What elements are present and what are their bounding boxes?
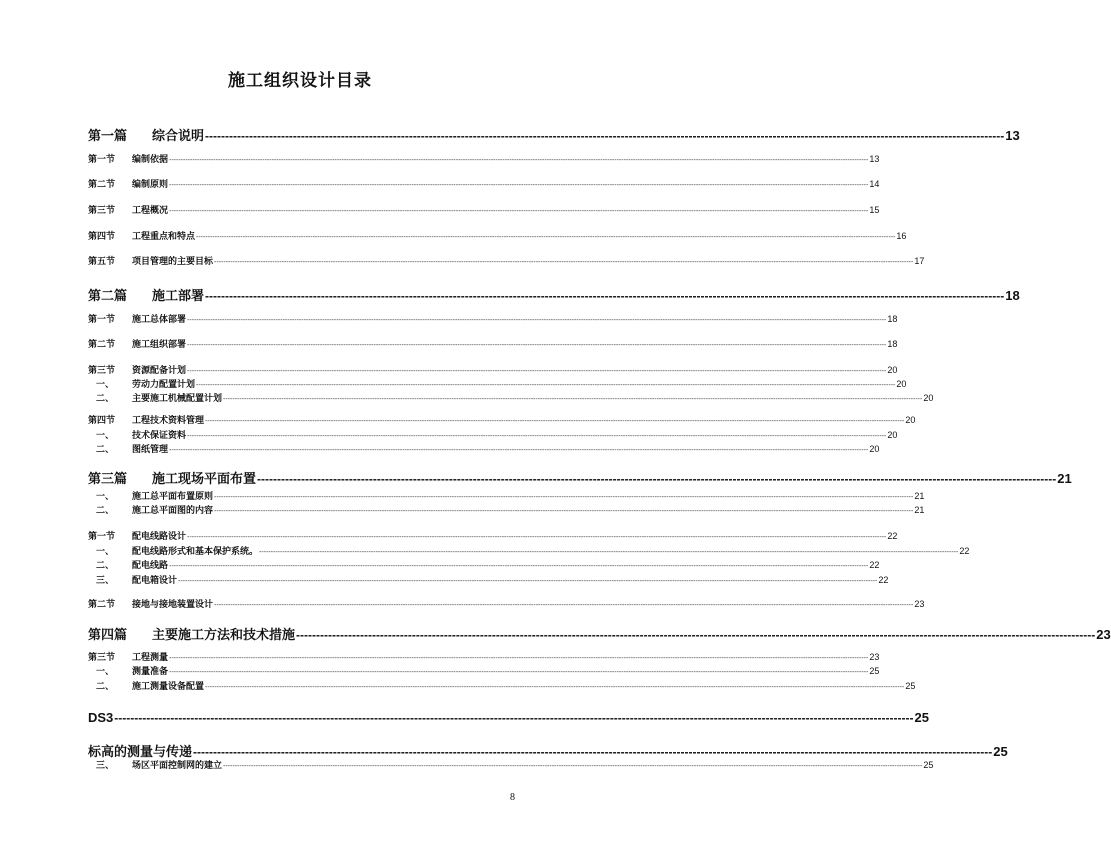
toc-dot-leader: ------------------------------------------------------------------------------------------------------------------------------------------------------------------------------------------------------------------------------------------------------------------------------------------------------------	[205, 684, 905, 691]
toc-entry-number: 第四节	[88, 232, 116, 242]
toc-entry-page: 21	[914, 505, 925, 515]
toc-entry-title: 测量准备	[132, 667, 169, 677]
toc-entry-title: 劳动力配置计划	[132, 380, 196, 390]
toc-entry[interactable]	[88, 391, 934, 404]
toc-entry-title: 施工总平面图的内容	[132, 506, 214, 516]
toc-entry-page: 20	[887, 365, 898, 375]
toc-entry-number: 二、	[96, 394, 115, 404]
toc-entry[interactable]	[88, 152, 880, 165]
toc-dot-leader: ------------------------------------------------------------------------------------------------------------------------------------------------------------------------------------------------------------------------------------------------------------------------------------------------------------	[169, 447, 869, 454]
toc-dot-leader: --------------------------------------------------------------------------------------------------------------------------------------------------------------------------------------------------------	[205, 289, 1005, 303]
toc-entry[interactable]	[88, 177, 880, 190]
toc-entry[interactable]	[88, 664, 880, 677]
toc-entry-number: 第三节	[88, 366, 116, 376]
toc-entry-page: 22	[959, 546, 970, 556]
toc-entry-number: 二、	[96, 506, 115, 516]
toc-entry-number: 第五节	[88, 257, 116, 267]
toc-dot-leader: ------------------------------------------------------------------------------------------------------------------------------------------------------------------------------------------------------------------------------------------------------------------------------------------------------------	[169, 182, 869, 189]
toc-dot-leader: --------------------------------------------------------------------------------------------------------------------------------------------------------------------------------------------------------	[205, 129, 1005, 143]
toc-entry[interactable]	[88, 413, 916, 426]
toc-entry-page: 20	[905, 415, 916, 425]
toc-entry-number: 第四篇	[88, 628, 128, 643]
toc-entry[interactable]	[88, 337, 898, 350]
toc-entry-title: 配电线路形式和基本保护系统。	[132, 547, 259, 557]
toc-entry-title: 配电线路设计	[132, 532, 187, 542]
toc-entry[interactable]	[88, 624, 1111, 643]
toc-entry-page: 25	[869, 666, 880, 676]
toc-dot-leader: ------------------------------------------------------------------------------------------------------------------------------------------------------------------------------------------------------------------------------------------------------------------------------------------------------------	[187, 368, 887, 375]
toc-entry-number: 第三节	[88, 206, 116, 216]
toc-entry-title: DS3	[88, 710, 114, 725]
toc-entry[interactable]	[88, 125, 1020, 144]
toc-dot-leader: ------------------------------------------------------------------------------------------------------------------------------------------------------------------------------------------------------------------------------------------------------------------------------------------------------------	[214, 259, 914, 266]
toc-entry-page: 25	[923, 760, 934, 770]
toc-entry[interactable]	[88, 710, 929, 725]
toc-dot-leader: --------------------------------------------------------------------------------------------------------------------------------------------------------------------------------------------------------	[114, 711, 914, 725]
toc-entry[interactable]	[88, 428, 898, 441]
toc-entry-page: 20	[887, 430, 898, 440]
toc-dot-leader: ------------------------------------------------------------------------------------------------------------------------------------------------------------------------------------------------------------------------------------------------------------------------------------------------------------	[187, 534, 887, 541]
toc-dot-leader: ------------------------------------------------------------------------------------------------------------------------------------------------------------------------------------------------------------------------------------------------------------------------------------------------------------	[187, 433, 887, 440]
toc-entry-title: 综合说明	[152, 129, 205, 144]
toc-entry-title: 配电线路	[132, 561, 169, 571]
toc-entry-page: 23	[1096, 627, 1111, 642]
toc-entry-number: 一、	[96, 492, 115, 502]
toc-entry-title: 施工组织部署	[132, 340, 187, 350]
toc-entry-page: 20	[896, 379, 907, 389]
toc-entry[interactable]	[88, 229, 907, 242]
toc-dot-leader: ------------------------------------------------------------------------------------------------------------------------------------------------------------------------------------------------------------------------------------------------------------------------------------------------------------	[196, 234, 896, 241]
toc-entry-number: 第三篇	[88, 472, 128, 487]
toc-entry[interactable]	[88, 758, 934, 771]
toc-entry-title: 资源配备计划	[132, 366, 187, 376]
toc-entry-page: 20	[869, 444, 880, 454]
toc-entry-page: 18	[887, 314, 898, 324]
toc-entry-number: 一、	[96, 667, 115, 677]
toc-entry-title: 施工部署	[152, 289, 205, 304]
toc-entry-number: 第四节	[88, 416, 116, 426]
toc-dot-leader: ------------------------------------------------------------------------------------------------------------------------------------------------------------------------------------------------------------------------------------------------------------------------------------------------------------	[187, 317, 887, 324]
toc-entry-page: 25	[914, 710, 929, 725]
toc-entry-page: 15	[869, 205, 880, 215]
toc-entry-title: 技术保证资料	[132, 431, 187, 441]
toc-entry-title: 工程技术资料管理	[132, 416, 205, 426]
toc-entry-page: 13	[869, 154, 880, 164]
toc-entry-title: 接地与接地装置设计	[132, 600, 214, 610]
toc-dot-leader: ------------------------------------------------------------------------------------------------------------------------------------------------------------------------------------------------------------------------------------------------------------------------------------------------------------	[169, 669, 869, 676]
page-title: 施工组织设计目录	[228, 71, 372, 91]
toc-entry-title: 主要施工机械配置计划	[132, 394, 223, 404]
toc-entry-title: 工程重点和特点	[132, 232, 196, 242]
toc-entry-page: 23	[869, 652, 880, 662]
toc-entry-number: 一、	[96, 431, 115, 441]
toc-entry[interactable]	[88, 503, 925, 516]
toc-entry[interactable]	[88, 679, 916, 692]
toc-entry-page: 14	[869, 179, 880, 189]
toc-entry-number: 三、	[96, 576, 115, 586]
toc-dot-leader: ------------------------------------------------------------------------------------------------------------------------------------------------------------------------------------------------------------------------------------------------------------------------------------------------------------	[214, 508, 914, 515]
toc-entry-number: 第三节	[88, 653, 116, 663]
toc-entry-number: 一、	[96, 380, 115, 390]
toc-entry-page: 21	[1057, 471, 1072, 486]
toc-entry-page: 18	[887, 339, 898, 349]
toc-entry-number: 二、	[96, 561, 115, 571]
toc-dot-leader: ------------------------------------------------------------------------------------------------------------------------------------------------------------------------------------------------------------------------------------------------------------------------------------------------------------	[205, 418, 905, 425]
toc-entry-title: 图纸管理	[132, 445, 169, 455]
toc-dot-leader: ------------------------------------------------------------------------------------------------------------------------------------------------------------------------------------------------------------------------------------------------------------------------------------------------------------	[169, 655, 869, 662]
toc-entry[interactable]	[88, 529, 898, 542]
toc-entry-title: 编制原则	[132, 180, 169, 190]
toc-dot-leader: ------------------------------------------------------------------------------------------------------------------------------------------------------------------------------------------------------------------------------------------------------------------------------------------------------------	[223, 763, 923, 770]
toc-entry-title: 施工总体部署	[132, 315, 187, 325]
toc-entry[interactable]	[88, 597, 925, 610]
toc-entry[interactable]	[88, 203, 880, 216]
toc-entry-title: 主要施工方法和技术措施	[152, 628, 296, 643]
toc-entry-number: 第一篇	[88, 129, 128, 144]
toc-entry-page: 22	[869, 560, 880, 570]
toc-entry-number: 第二节	[88, 600, 116, 610]
toc-dot-leader: ------------------------------------------------------------------------------------------------------------------------------------------------------------------------------------------------------------------------------------------------------------------------------------------------------------	[214, 602, 914, 609]
toc-entry-number: 第二篇	[88, 289, 128, 304]
toc-entry-page: 16	[896, 231, 907, 241]
toc-entry-title: 项目管理的主要目标	[132, 257, 214, 267]
toc-entry-number: 第二节	[88, 340, 116, 350]
toc-entry-number: 第一节	[88, 155, 116, 165]
toc-entry-title: 编制依据	[132, 155, 169, 165]
toc-entry[interactable]	[88, 544, 970, 557]
toc-entry[interactable]	[88, 312, 898, 325]
toc-dot-leader: ------------------------------------------------------------------------------------------------------------------------------------------------------------------------------------------------------------------------------------------------------------------------------------------------------------	[187, 342, 887, 349]
toc-entry-title: 施工现场平面布置	[152, 472, 257, 487]
toc-dot-leader: ------------------------------------------------------------------------------------------------------------------------------------------------------------------------------------------------------------------------------------------------------------------------------------------------------------	[223, 396, 923, 403]
toc-entry-title: 工程测量	[132, 653, 169, 663]
toc-entry-title: 施工测量设备配置	[132, 682, 205, 692]
toc-dot-leader: ------------------------------------------------------------------------------------------------------------------------------------------------------------------------------------------------------------------------------------------------------------------------------------------------------------	[169, 208, 869, 215]
toc-entry-page: 13	[1005, 128, 1020, 143]
toc-entry-page: 20	[923, 393, 934, 403]
toc-entry-page: 18	[1005, 288, 1020, 303]
toc-entry-number: 一、	[96, 547, 115, 557]
toc-entry[interactable]	[88, 489, 925, 502]
toc-entry-page: 22	[887, 531, 898, 541]
toc-dot-leader: ------------------------------------------------------------------------------------------------------------------------------------------------------------------------------------------------------------------------------------------------------------------------------------------------------------	[169, 563, 869, 570]
toc-entry-number: 二、	[96, 682, 115, 692]
toc-entry-title: 标高的测量与传递	[88, 744, 193, 759]
toc-entry-title: 场区平面控制网的建立	[132, 761, 223, 771]
toc-entry-number: 二、	[96, 445, 115, 455]
toc-entry-number: 第一节	[88, 532, 116, 542]
toc-entry-page: 25	[993, 744, 1008, 759]
toc-dot-leader: --------------------------------------------------------------------------------------------------------------------------------------------------------------------------------------------------------	[193, 745, 993, 759]
toc-entry[interactable]	[88, 650, 880, 663]
toc-entry[interactable]	[88, 254, 925, 267]
toc-entry-title: 配电箱设计	[132, 576, 178, 586]
toc-entry[interactable]	[88, 363, 898, 376]
toc-dot-leader: ------------------------------------------------------------------------------------------------------------------------------------------------------------------------------------------------------------------------------------------------------------------------------------------------------------	[259, 549, 959, 556]
toc-entry-number: 第一节	[88, 315, 116, 325]
toc-entry-title: 施工总平面布置原则	[132, 492, 214, 502]
toc-dot-leader: ------------------------------------------------------------------------------------------------------------------------------------------------------------------------------------------------------------------------------------------------------------------------------------------------------------	[178, 578, 878, 585]
toc-entry[interactable]	[88, 377, 907, 390]
toc-entry[interactable]	[88, 468, 1072, 487]
toc-entry-title: 工程概况	[132, 206, 169, 216]
toc-dot-leader: ------------------------------------------------------------------------------------------------------------------------------------------------------------------------------------------------------------------------------------------------------------------------------------------------------------	[196, 382, 896, 389]
toc-entry[interactable]	[88, 573, 889, 586]
toc-entry[interactable]	[88, 442, 880, 455]
toc-entry-page: 25	[905, 681, 916, 691]
toc-dot-leader: ------------------------------------------------------------------------------------------------------------------------------------------------------------------------------------------------------------------------------------------------------------------------------------------------------------	[169, 157, 869, 164]
toc-entry-page: 22	[878, 575, 889, 585]
toc-entry-page: 23	[914, 599, 925, 609]
toc-dot-leader: --------------------------------------------------------------------------------------------------------------------------------------------------------------------------------------------------------	[296, 628, 1096, 642]
toc-entry[interactable]	[88, 285, 1020, 304]
toc-dot-leader: --------------------------------------------------------------------------------------------------------------------------------------------------------------------------------------------------------	[257, 472, 1057, 486]
toc-entry-page: 17	[914, 256, 925, 266]
toc-entry-page: 21	[914, 491, 925, 501]
toc-entry-number: 第二节	[88, 180, 116, 190]
toc-entry-number: 三、	[96, 761, 115, 771]
page-number: 8	[510, 792, 515, 803]
toc-entry[interactable]	[88, 558, 880, 571]
toc-dot-leader: ------------------------------------------------------------------------------------------------------------------------------------------------------------------------------------------------------------------------------------------------------------------------------------------------------------	[214, 494, 914, 501]
